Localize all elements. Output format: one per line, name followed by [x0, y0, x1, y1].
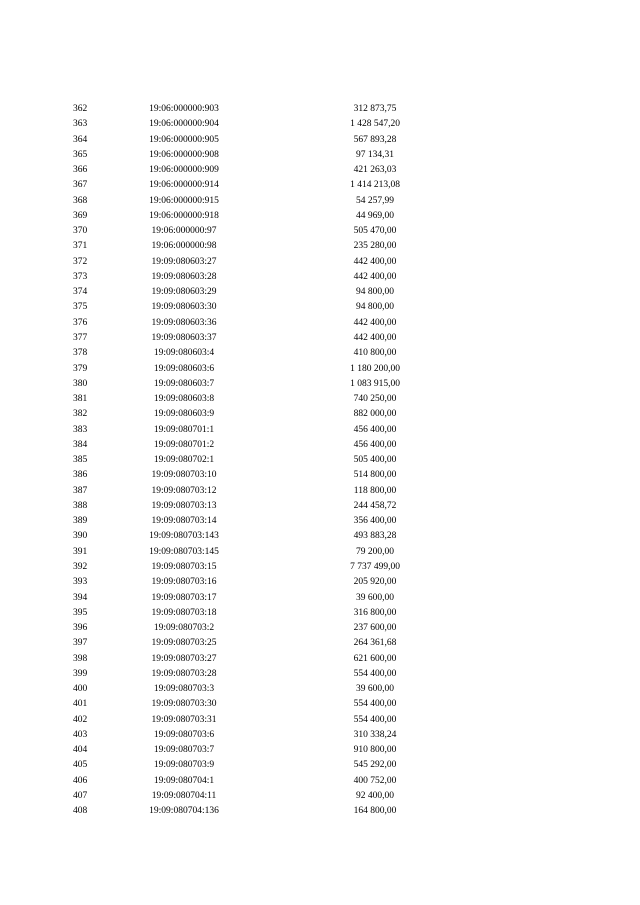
cadastral-number: 19:09:080701:1	[153, 424, 215, 435]
cadastral-value: 39 600,00	[356, 592, 394, 603]
table-row	[0, 117, 640, 132]
cadastral-value: 164 800,00	[353, 806, 397, 817]
row-number: 366	[73, 165, 88, 176]
table-row	[0, 728, 640, 743]
row-number: 381	[73, 394, 88, 405]
cadastral-value: 44 969,00	[356, 210, 394, 221]
cadastral-number: 19:09:080703:6	[153, 729, 215, 740]
row-number: 362	[73, 104, 88, 114]
row-number: 375	[73, 302, 88, 313]
cadastral-value: 442 400,00	[353, 332, 397, 343]
row-number: 404	[73, 745, 88, 756]
cadastral-value: 1 428 547,20	[350, 119, 400, 130]
row-number: 374	[73, 287, 88, 298]
cadastral-value: 442 400,00	[353, 317, 397, 328]
cadastral-number: 19:09:080603:7	[153, 378, 215, 389]
row-number: 363	[73, 119, 88, 130]
row-number: 408	[73, 806, 88, 817]
cadastral-number: 19:06:000000:918	[149, 210, 219, 221]
cadastral-number: 19:06:000000:909	[149, 165, 219, 176]
cadastral-value: 554 400,00	[353, 714, 397, 725]
cadastral-value: 910 800,00	[353, 745, 397, 756]
cadastral-value: 442 400,00	[353, 256, 397, 267]
cadastral-number: 19:09:080703:9	[153, 760, 215, 771]
cadastral-value: 410 800,00	[353, 348, 397, 359]
table-row	[0, 667, 640, 682]
cadastral-number: 19:09:080603:8	[153, 394, 215, 405]
row-number: 403	[73, 729, 88, 740]
cadastral-number: 19:09:080703:28	[151, 668, 217, 679]
row-number: 384	[73, 439, 88, 450]
row-number: 395	[73, 607, 88, 618]
table-row	[0, 285, 640, 300]
cadastral-number: 19:09:080703:14	[151, 516, 217, 527]
table-row	[0, 423, 640, 438]
table-row	[0, 148, 640, 163]
row-number: 394	[73, 592, 88, 603]
row-number: 401	[73, 699, 88, 710]
row-number: 368	[73, 195, 88, 206]
table-row	[0, 133, 640, 148]
row-number: 390	[73, 531, 88, 542]
cadastral-number: 19:09:080703:7	[153, 745, 215, 756]
table-row	[0, 789, 640, 804]
cadastral-value: 554 400,00	[353, 668, 397, 679]
table-row	[0, 346, 640, 361]
row-number: 367	[73, 180, 88, 191]
cadastral-value: 493 883,28	[353, 531, 397, 542]
table-row	[0, 270, 640, 285]
cadastral-value: 442 400,00	[353, 271, 397, 282]
table-row	[0, 636, 640, 651]
cadastral-value: 740 250,00	[353, 394, 397, 405]
row-number: 379	[73, 363, 88, 374]
row-number: 391	[73, 546, 88, 557]
cadastral-value: 456 400,00	[353, 439, 397, 450]
cadastral-value: 456 400,00	[353, 424, 397, 435]
table-row	[0, 468, 640, 483]
table-row	[0, 407, 640, 422]
cadastral-value: 94 800,00	[356, 302, 394, 313]
cadastral-value: 316 800,00	[353, 607, 397, 618]
table-row	[0, 621, 640, 636]
cadastral-value: 7 737 499,00	[350, 561, 400, 572]
cadastral-value: 264 361,68	[353, 638, 397, 649]
row-number: 407	[73, 790, 88, 801]
cadastral-value: 94 800,00	[356, 287, 394, 298]
table-row	[0, 545, 640, 560]
table-row	[0, 713, 640, 728]
cadastral-number: 19:06:000000:905	[149, 134, 219, 145]
table-row	[0, 255, 640, 270]
row-number: 397	[73, 638, 88, 649]
row-number: 369	[73, 210, 88, 221]
table-row	[0, 499, 640, 514]
cadastral-value-table	[0, 102, 640, 819]
table-row	[0, 224, 640, 239]
cadastral-number: 19:09:080703:17	[151, 592, 217, 603]
table-row	[0, 804, 640, 819]
cadastral-number: 19:06:000000:98	[151, 241, 217, 252]
cadastral-number: 19:09:080703:143	[149, 531, 219, 542]
cadastral-number: 19:09:080703:25	[151, 638, 217, 649]
table-row	[0, 514, 640, 529]
table-row	[0, 560, 640, 575]
row-number: 365	[73, 149, 88, 160]
row-number: 388	[73, 500, 88, 511]
cadastral-number: 19:06:000000:904	[149, 119, 219, 130]
cadastral-value: 118 800,00	[353, 485, 397, 496]
row-number: 389	[73, 516, 88, 527]
table-row	[0, 529, 640, 544]
cadastral-value: 235 280,00	[353, 241, 397, 252]
cadastral-value: 54 257,99	[356, 195, 394, 206]
table-row	[0, 682, 640, 697]
cadastral-number: 19:06:000000:914	[149, 180, 219, 191]
cadastral-number: 19:09:080704:1	[153, 775, 215, 786]
cadastral-value: 310 338,24	[353, 729, 397, 740]
row-number: 396	[73, 623, 88, 634]
cadastral-number: 19:06:000000:915	[149, 195, 219, 206]
cadastral-value: 567 893,28	[353, 134, 397, 145]
cadastral-number: 19:09:080603:30	[151, 302, 217, 313]
table-row	[0, 484, 640, 499]
row-number: 372	[73, 256, 88, 267]
table-row	[0, 606, 640, 621]
cadastral-value: 554 400,00	[353, 699, 397, 710]
cadastral-number: 19:09:080703:18	[151, 607, 217, 618]
cadastral-value: 621 600,00	[353, 653, 397, 664]
row-number: 400	[73, 684, 88, 695]
table-row	[0, 575, 640, 590]
cadastral-number: 19:09:080703:12	[151, 485, 217, 496]
row-number: 406	[73, 775, 88, 786]
table-row	[0, 758, 640, 773]
cadastral-number: 19:09:080603:28	[151, 271, 217, 282]
row-number: 399	[73, 668, 88, 679]
row-number: 376	[73, 317, 88, 328]
row-number: 380	[73, 378, 88, 389]
cadastral-number: 19:09:080703:27	[151, 653, 217, 664]
table-row	[0, 453, 640, 468]
cadastral-value: 505 400,00	[353, 455, 397, 466]
cadastral-value: 514 800,00	[353, 470, 397, 481]
table-row	[0, 331, 640, 346]
cadastral-value: 1 083 915,00	[350, 378, 400, 389]
cadastral-number: 19:09:080603:37	[151, 332, 217, 343]
cadastral-number: 19:06:000000:97	[151, 226, 217, 237]
cadastral-value: 882 000,00	[353, 409, 397, 420]
table-row	[0, 743, 640, 758]
cadastral-number: 19:09:080703:30	[151, 699, 217, 710]
cadastral-value: 1 414 213,08	[350, 180, 400, 191]
cadastral-number: 19:09:080703:2	[153, 623, 215, 634]
table-row	[0, 102, 640, 117]
cadastral-number: 19:09:080603:36	[151, 317, 217, 328]
row-number: 402	[73, 714, 88, 725]
cadastral-value: 92 400,00	[356, 790, 394, 801]
cadastral-value: 400 752,00	[353, 775, 397, 786]
cadastral-value: 421 263,03	[353, 165, 397, 176]
table-row	[0, 697, 640, 712]
table-row	[0, 377, 640, 392]
table-row	[0, 194, 640, 209]
cadastral-value: 205 920,00	[353, 577, 397, 588]
cadastral-value: 545 292,00	[353, 760, 397, 771]
row-number: 387	[73, 485, 88, 496]
cadastral-value: 1 180 200,00	[350, 363, 400, 374]
table-row	[0, 652, 640, 667]
row-number: 382	[73, 409, 88, 420]
cadastral-number: 19:09:080603:9	[153, 409, 215, 420]
row-number: 393	[73, 577, 88, 588]
row-number: 364	[73, 134, 88, 145]
cadastral-number: 19:09:080703:31	[151, 714, 217, 725]
cadastral-value: 79 200,00	[356, 546, 394, 557]
table-row	[0, 163, 640, 178]
row-number: 392	[73, 561, 88, 572]
cadastral-number: 19:09:080603:4	[153, 348, 215, 359]
row-number: 405	[73, 760, 88, 771]
cadastral-value: 505 470,00	[353, 226, 397, 237]
row-number: 373	[73, 271, 88, 282]
cadastral-number: 19:06:000000:903	[149, 104, 219, 114]
row-number: 386	[73, 470, 88, 481]
row-number: 370	[73, 226, 88, 237]
row-number: 398	[73, 653, 88, 664]
cadastral-value: 244 458,72	[353, 500, 397, 511]
cadastral-number: 19:09:080703:10	[151, 470, 217, 481]
table-row	[0, 438, 640, 453]
cadastral-number: 19:09:080704:136	[149, 806, 219, 817]
table-row	[0, 316, 640, 331]
table-row	[0, 239, 640, 254]
cadastral-number: 19:09:080703:145	[149, 546, 219, 557]
row-number: 383	[73, 424, 88, 435]
row-number: 377	[73, 332, 88, 343]
cadastral-value: 312 873,75	[353, 104, 397, 114]
table-row	[0, 362, 640, 377]
cadastral-number: 19:06:000000:908	[149, 149, 219, 160]
row-number: 378	[73, 348, 88, 359]
cadastral-number: 19:09:080703:3	[153, 684, 215, 695]
table-row	[0, 300, 640, 315]
cadastral-value: 237 600,00	[353, 623, 397, 634]
table-row	[0, 209, 640, 224]
cadastral-number: 19:09:080603:29	[151, 287, 217, 298]
table-row	[0, 774, 640, 789]
cadastral-number: 19:09:080703:13	[151, 500, 217, 511]
table-row	[0, 591, 640, 606]
cadastral-number: 19:09:080704:11	[151, 790, 217, 801]
cadastral-number: 19:09:080703:16	[151, 577, 217, 588]
row-number: 385	[73, 455, 88, 466]
cadastral-number: 19:09:080603:6	[153, 363, 215, 374]
row-number: 371	[73, 241, 88, 252]
table-row	[0, 392, 640, 407]
cadastral-value: 39 600,00	[356, 684, 394, 695]
table-row	[0, 178, 640, 193]
cadastral-number: 19:09:080702:1	[153, 455, 215, 466]
cadastral-number: 19:09:080603:27	[151, 256, 217, 267]
cadastral-number: 19:09:080701:2	[153, 439, 215, 450]
cadastral-number: 19:09:080703:15	[151, 561, 217, 572]
cadastral-value: 356 400,00	[353, 516, 397, 527]
cadastral-value: 97 134,31	[356, 149, 394, 160]
